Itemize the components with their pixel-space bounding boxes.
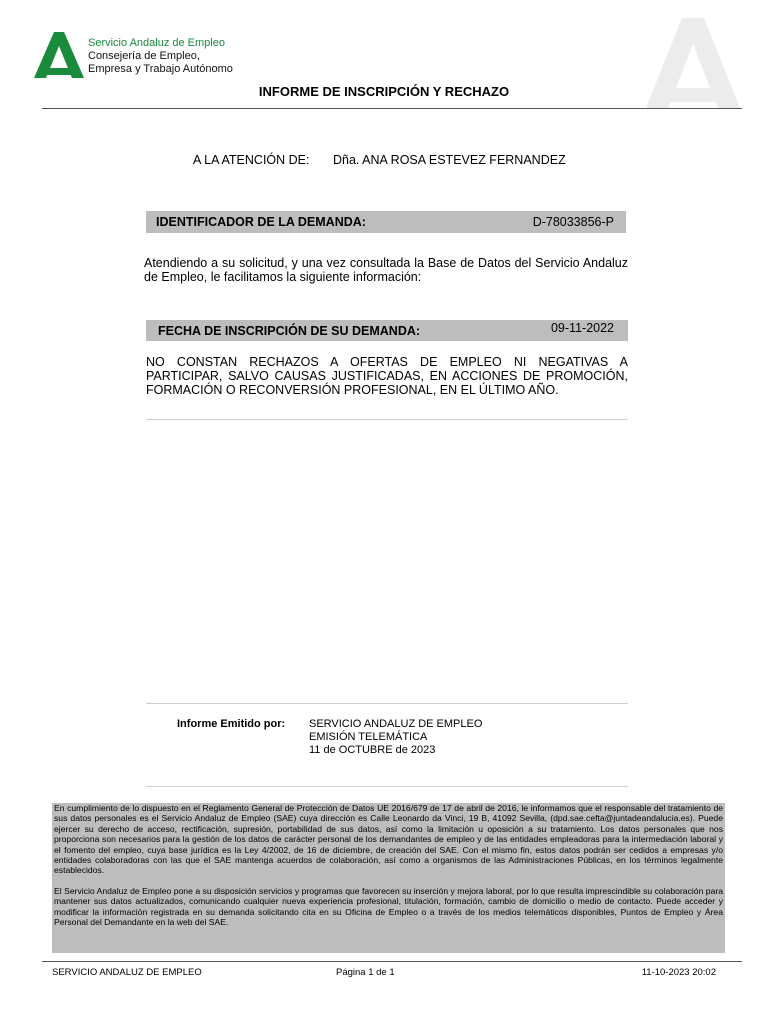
- emission-top-divider: [146, 703, 628, 704]
- footer-page-number: Página 1 de 1: [336, 967, 395, 978]
- demand-id-label: IDENTIFICADOR DE LA DEMANDA:: [156, 215, 366, 229]
- notice-divider: [146, 419, 628, 420]
- footer-timestamp: 11-10-2023 20:02: [641, 967, 716, 978]
- emitter-name: SERVICIO ANDALUZ DE EMPLEO: [309, 718, 483, 730]
- demand-id-value: D-78033856-P: [532, 215, 614, 229]
- registration-date-value: 09-11-2022: [550, 321, 614, 335]
- org-line-3: Empresa y Trabajo Autónomo: [88, 63, 233, 75]
- registration-date-label: FECHA DE INSCRIPCIÓN DE SU DEMANDA:: [158, 324, 421, 338]
- recipient-name: Dña. ANA ROSA ESTEVEZ FERNANDEZ: [333, 153, 566, 167]
- document-title: INFORME DE INSCRIPCIÓN Y RECHAZO: [258, 84, 510, 99]
- title-divider: [42, 108, 742, 109]
- org-line-1: Servicio Andaluz de Empleo: [88, 37, 225, 49]
- legal-notice-box: [52, 803, 725, 953]
- attention-label: A LA ATENCIÓN DE:: [193, 153, 310, 167]
- rejection-notice: NO CONSTAN RECHAZOS A OFERTAS DE EMPLEO NI NEGATIVAS A PARTICIPAR, SALVO CAUSAS JUSTIFICADAS, EN ACCIONES DE PROMOCIÓN, FORMACIÓN O RECONVERSIÓN PROFESIONAL, EN EL ÚLTIMO AÑO.: [146, 355, 628, 397]
- legal-paragraph-1: En cumplimiento de lo dispuesto en el Reglamento General de Protección de Datos UE 2016/679 de 17 de abril de 2016, le informamos que el responsable del tratamiento de sus datos personales es el Servicio Andaluz de Empleo (SAE) cuya dirección es Calle Leonardo da Vinci, 19 B, 41092 Sevilla, (dpd.sae.cefta@juntadeandalucia.es). Puede ejercer su derecho de acceso, rectificación, supresión, portabilidad de sus datos, así como la limitación u oposición a su tratamiento. Los datos personales que nos proporciona son necesarios para la gestión de los datos de carácter personal de los demandantes de empleo y de las entidades empleadoras para la intermediación laboral y el fomento del empleo, cuya base jurídica es la Ley 4/2002, de 16 de diciembre, de creación del SAE. Con el mismo fin, estos datos podrán ser cedidos a empresas y/o entidades colaboradoras con las que el SAE mantenga acuerdos de colaboración, así como a organismos de las Administraciones Públicas, en los términos legalmente establecidos.: [54, 803, 723, 876]
- emission-method: EMISIÓN TELEMÁTICA: [309, 731, 428, 743]
- org-line-2: Consejería de Empleo,: [88, 50, 200, 62]
- registration-date-box: [146, 320, 628, 341]
- legal-paragraph-2: El Servicio Andaluz de Empleo pone a su disposición servicios y programas que favorecen su inserción y mejora laboral, por lo que resulta imprescindible su colaboración para mantener sus datos actualizados, comunicando cualquier nueva experiencia profesional, titulación, formación, cambio de domicilio o medio de contacto. Puede acceder y modificar la información registrada en su demanda solicitando cita en su Oficina de Empleo o a través de los medios telemáticos disponibles, Puntos de Empleo y Área Personal del Demandante en la web del SAE.: [54, 885, 723, 928]
- organization-name: [88, 37, 233, 76]
- emission-date: 11 de OCTUBRE de 2023: [309, 744, 436, 756]
- emitted-by-values: [309, 718, 482, 757]
- emission-bottom-divider: [146, 786, 628, 787]
- junta-andalucia-logo: [34, 32, 84, 78]
- footer-divider: [42, 961, 742, 962]
- intro-text: Atendiendo a su solicitud, y una vez consultada la Base de Datos del Servicio Andaluz de Empleo, le facilitamos la siguiente información:: [144, 256, 628, 284]
- demand-id-box: [146, 211, 626, 233]
- emitted-by-label: Informe Emitido por:: [177, 718, 286, 730]
- footer-org: SERVICIO ANDALUZ DE EMPLEO: [52, 967, 202, 978]
